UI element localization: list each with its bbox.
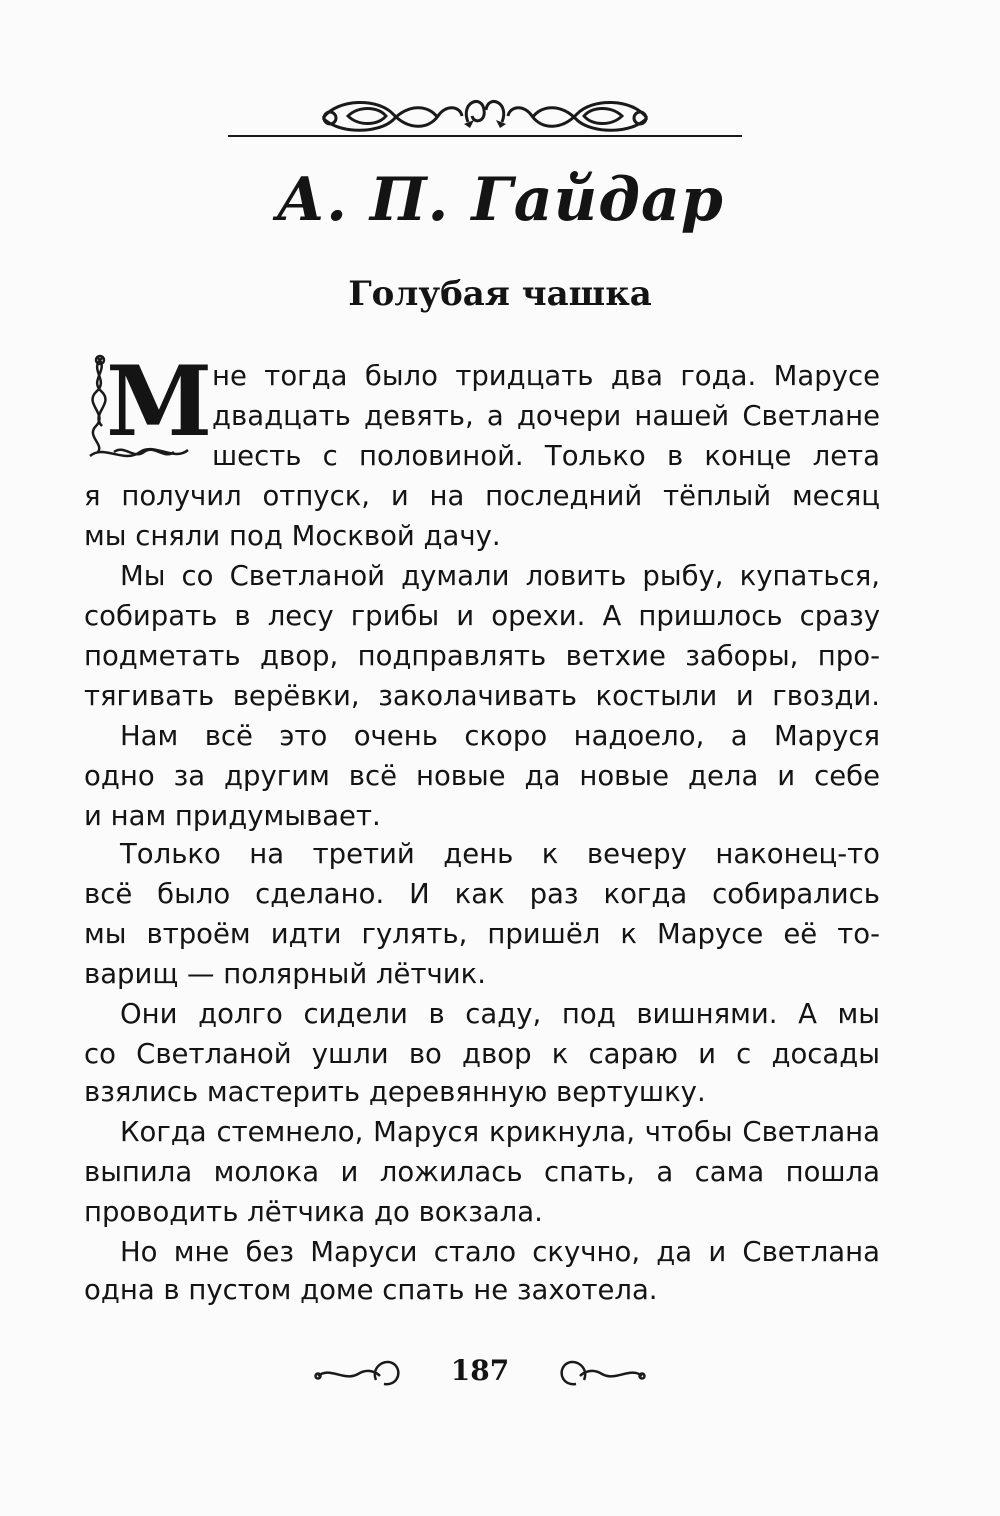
- text-line-10: Нам всё это очень скоро надоело, а Маруся: [120, 720, 880, 752]
- text-line-13: Только на третий день к вечеру наконец-то: [120, 838, 880, 870]
- text-line-20: Когда стемнело, Маруся крикнула, чтобы Светлана: [120, 1116, 880, 1148]
- text-line-16: варищ — полярный лётчик.: [84, 958, 486, 990]
- text-line-17: Они долго сидели в саду, под вишнями. А мы: [120, 998, 880, 1030]
- drop-cap-letter: М: [106, 345, 213, 458]
- text-line-18: со Светланой ушли во двор к сараю и с досады: [84, 1038, 880, 1070]
- text-line-8: подметать двор, подправлять ветхие заборы, про-: [84, 640, 880, 672]
- text-line-4: я получил отпуск, и на последний тёплый месяц: [84, 480, 880, 512]
- text-line-6: Мы со Светланой думали ловить рыбу, купаться,: [120, 560, 880, 592]
- text-line-22: проводить лётчика до вокзала.: [84, 1196, 543, 1228]
- page-footer: [310, 1346, 650, 1396]
- header-flourish-icon: [228, 84, 742, 154]
- text-line-23: Но мне без Маруси стало скучно, да и Светлана: [120, 1236, 880, 1268]
- text-line-12: и нам придумывает.: [84, 800, 381, 832]
- page-number: 187: [450, 1354, 510, 1387]
- text-line-15: мы втроём идти гулять, пришёл к Марусе её то-: [84, 918, 880, 950]
- drop-cap: [84, 345, 213, 466]
- text-line-2: двадцать девять, а дочери нашей Светлане: [212, 400, 880, 432]
- text-line-24: одна в пустом доме спать не захотела.: [84, 1274, 658, 1306]
- story-title: Голубая чашка: [348, 274, 652, 314]
- text-line-11: одно за другим всё новые да новые дела и себе: [84, 760, 880, 792]
- text-line-1: не тогда было тридцать два года. Марусе: [212, 360, 880, 392]
- text-line-21: выпила молока и ложилась спать, а сама пошла: [84, 1156, 880, 1188]
- text-line-7: собирать в лесу грибы и орехи. А пришлось сразу: [84, 600, 880, 632]
- text-line-14: всё было сделано. И как раз когда собирались: [84, 878, 880, 910]
- text-line-5: мы сняли под Москвой дачу.: [84, 520, 501, 552]
- text-line-19: взялись мастерить деревянную вертушку.: [84, 1076, 706, 1108]
- author-name: А. П. Гайдар: [276, 165, 724, 235]
- text-line-9: тягивать верёвки, заколачивать костыли и гвозди.: [84, 680, 880, 712]
- text-line-3: шесть с половиной. Только в конце лета: [212, 440, 880, 472]
